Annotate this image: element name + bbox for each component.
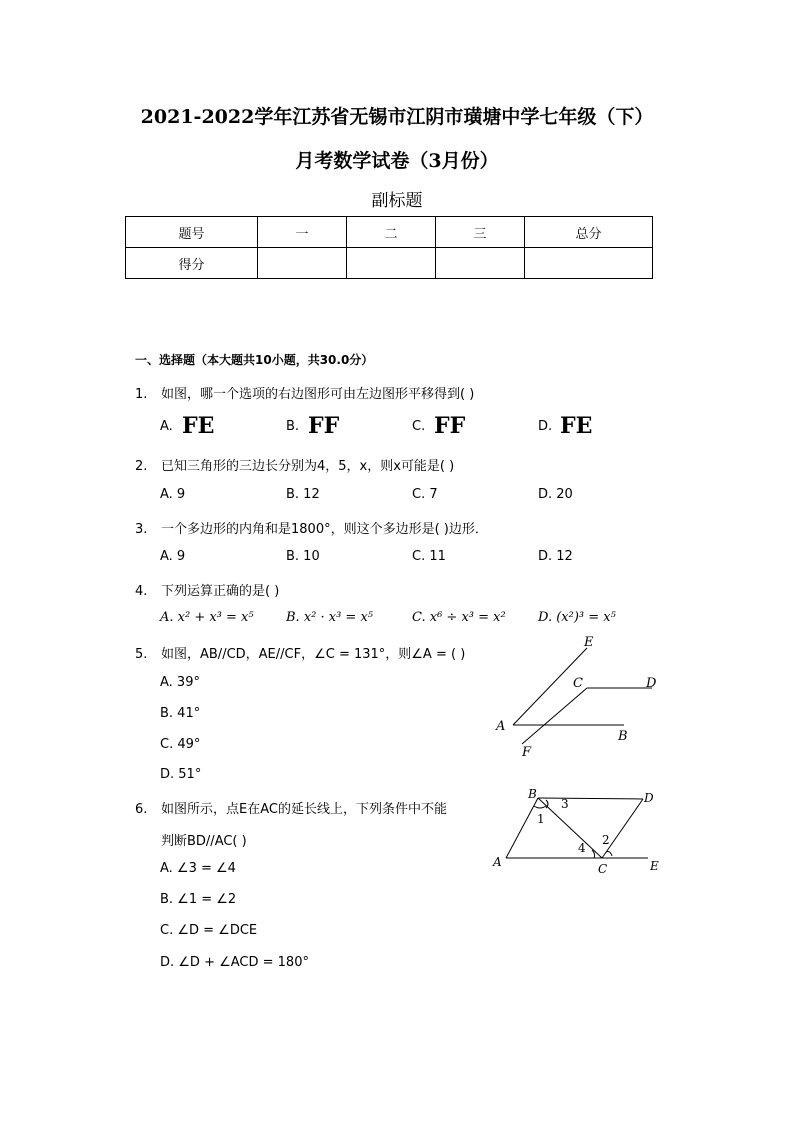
- row-label: 得分: [126, 248, 258, 279]
- option-label: C.: [412, 419, 426, 434]
- score-row: [126, 248, 653, 279]
- line-bd: [538, 798, 643, 799]
- line-bc: [538, 798, 602, 858]
- question-5: [135, 643, 465, 662]
- label-a: A: [493, 855, 502, 869]
- score-table: [125, 216, 653, 279]
- angle-1-label: 1: [537, 812, 545, 826]
- label-d: D: [646, 676, 657, 691]
- q6-option-d: D. ∠D + ∠ACD = 180°: [160, 955, 309, 970]
- header-cell: 题号: [126, 217, 258, 248]
- score-cell: [436, 248, 525, 279]
- q3-option-d: D. 12: [538, 549, 573, 564]
- q5-option-d: D. 51°: [160, 767, 202, 782]
- q4-option-d: D. (x²)³ = x⁵: [538, 610, 616, 625]
- angle-4-label: 4: [578, 841, 586, 855]
- question-text: 如图，哪一个选项的右边图形可由左边图形平移得到( ): [161, 387, 475, 402]
- q1-option-c: [412, 413, 466, 439]
- option-label: B.: [286, 419, 300, 434]
- option-figure: FF: [434, 413, 466, 439]
- q6-figure: [488, 786, 668, 878]
- q2-option-d: D. 20: [538, 487, 573, 502]
- question-number: 3.: [135, 522, 148, 537]
- angle-1-arc: [534, 806, 546, 808]
- q2-option-b: B. 12: [286, 487, 320, 502]
- q5-option-a: A. 39°: [160, 675, 200, 690]
- q5-figure: [490, 632, 670, 762]
- question-text: 如图所示，点E在AC的延长线上，下列条件中不能: [161, 802, 447, 817]
- question-number: 4.: [135, 584, 148, 599]
- question-2: [135, 455, 454, 474]
- label-e: E: [650, 859, 659, 873]
- label-f: F: [522, 745, 532, 760]
- line-cf: [522, 688, 587, 744]
- section-heading: 一、选择题（本大题共10小题，共30.0分）: [135, 353, 374, 367]
- question-4: [135, 580, 279, 599]
- q5-option-b: B. 41°: [160, 706, 201, 721]
- score-cell: [258, 248, 347, 279]
- q4-option-a: A. x² + x³ = x⁵: [160, 610, 254, 625]
- label-d: D: [644, 791, 654, 805]
- question-6: [135, 798, 447, 817]
- q1-option-a: [160, 413, 215, 439]
- q3-option-b: B. 10: [286, 549, 320, 564]
- question-number: 1.: [135, 387, 148, 402]
- q6-option-c: C. ∠D = ∠DCE: [160, 923, 258, 938]
- question-text: 已知三角形的三边长分别为4，5，x，则x可能是( ): [161, 459, 455, 474]
- header-cell: 三: [436, 217, 525, 248]
- q1-option-b: [286, 413, 340, 439]
- label-c: C: [573, 676, 583, 691]
- question-6-line-2: 判断BD//AC( ): [161, 834, 247, 849]
- angle-2-label: 2: [602, 833, 610, 847]
- q5-option-c: C. 49°: [160, 737, 201, 752]
- option-figure: FF: [308, 413, 340, 439]
- question-number: 5.: [135, 647, 148, 662]
- title-line-1: 2021-2022学年江苏省无锡市江阴市璜塘中学七年级（下）: [140, 106, 654, 128]
- label-a: A: [496, 719, 506, 734]
- option-figure: FE: [182, 413, 215, 439]
- q4-option-b: B. x² · x³ = x⁵: [286, 610, 374, 625]
- q6-option-b: B. ∠1 = ∠2: [160, 892, 237, 907]
- q2-option-a: A. 9: [160, 487, 186, 502]
- question-text: 如图，AB//CD，AE//CF，∠C = 131°，则∠A = ( ): [161, 647, 466, 662]
- subtitle: 副标题: [371, 191, 423, 211]
- line-ab: [506, 798, 538, 858]
- q6-option-a: A. ∠3 = ∠4: [160, 861, 236, 876]
- title-line-2: 月考数学试卷（3月份）: [295, 150, 499, 172]
- header-cell: 一: [258, 217, 347, 248]
- line-dc: [602, 799, 643, 858]
- label-b: B: [528, 787, 537, 801]
- q2-option-c: C. 7: [412, 487, 438, 502]
- option-label: A.: [160, 419, 173, 434]
- label-c: C: [598, 862, 608, 876]
- q4-option-c: C. x⁶ ÷ x³ = x²: [412, 610, 506, 625]
- header-cell: 二: [347, 217, 436, 248]
- option-label: D.: [538, 419, 553, 434]
- q1-option-d: [538, 413, 593, 439]
- score-cell: [525, 248, 653, 279]
- question-number: 6.: [135, 802, 148, 817]
- question-1: [135, 383, 474, 402]
- question-3: [135, 518, 488, 537]
- q3-option-a: A. 9: [160, 549, 186, 564]
- score-cell: [347, 248, 436, 279]
- score-header-row: [126, 217, 653, 248]
- label-b: B: [618, 729, 628, 744]
- option-figure: FE: [560, 413, 593, 439]
- q3-option-c: C. 11: [412, 549, 446, 564]
- question-text: 下列运算正确的是( ): [161, 584, 280, 599]
- angle-2-arc: [606, 852, 612, 857]
- angle-3-label: 3: [561, 797, 569, 811]
- question-number: 2.: [135, 459, 148, 474]
- label-e: E: [584, 635, 594, 650]
- header-cell: 总分: [525, 217, 653, 248]
- question-text: 一个多边形的内角和是1800°，则这个多边形是( )边形．: [161, 522, 488, 537]
